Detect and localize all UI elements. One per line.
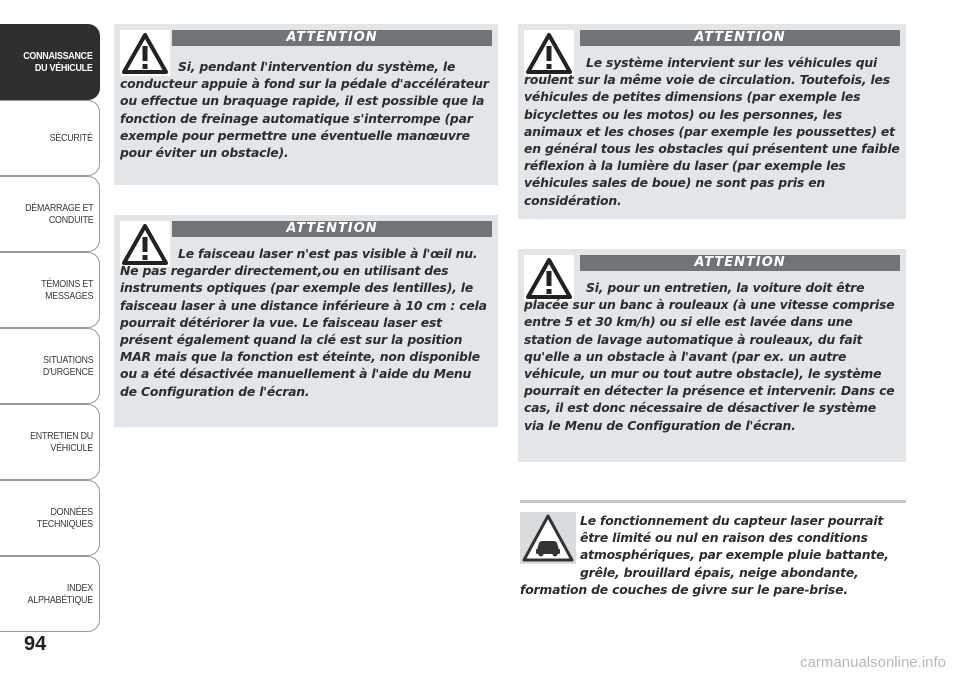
note-divider xyxy=(520,500,906,503)
tab-connaissance-du-vehicule[interactable]: CONNAISSANCE DU VÉHICULE xyxy=(0,24,100,100)
warning-box-1 xyxy=(114,24,498,185)
warning-text: Le faisceau laser n'est pas visible à l'œil nu. Ne pas regarder directement,ou en utilisant des instruments optiques (par exemple des lentilles), le faisceau laser à une distance inférieure à 10 cm : cela pourrait détériorer la vue. Le faisceau laser est présent également quand la clé est sur la position MAR mais que la fonction est éteinte, non disponible ou a été désactivée manuellement à l'aide du Menu de Configuration de l'écran. xyxy=(120,246,487,399)
warning-box-4 xyxy=(518,249,906,462)
warning-title: ATTENTION xyxy=(580,255,900,271)
warning-text: Si, pendant l'intervention du système, le conducteur appuie à fond sur la pédale d'accélérateur ou effectue un braquage rapide, il est possible que la fonction de freinage automatique s'interrompe (par exemple pour permettre une éventuelle manœuvre pour éviter un obstacle). xyxy=(120,59,489,161)
tab-demarrage-et-conduite[interactable]: DÉMARRAGE ET CONDUITE xyxy=(0,176,100,252)
warning-text: Si, pour un entretien, la voiture doit être placée sur un banc à rouleaux (à une vitesse comprise entre 5 et 30 km/h) ou si elle est lavée dans une station de lavage automatique à rouleaux, du fait qu'elle a un obstacle à l'avant (par ex. un autre véhicule, un mur ou tout autre obstacle), le système pourrait en détecter la présence et intervenir. Dans ce cas, il est donc nécessaire de désactiver le système via le Menu de Configuration de l'écran. xyxy=(524,280,895,433)
page-number: 94 xyxy=(24,633,47,655)
tab-temoins-et-messages[interactable]: TÉMOINS ET MESSAGES xyxy=(0,252,100,328)
note-text: Le fonctionnement du capteur laser pourrait être limité ou nul en raison des conditions atmosphériques, par exemple pluie battante, grêle, brouillard épais, neige abondante, formation de couches de givre sur le pare-brise. xyxy=(520,513,889,597)
tab-securite[interactable]: SÉCURITÉ xyxy=(0,100,100,176)
warning-title: ATTENTION xyxy=(172,221,492,237)
warning-title: ATTENTION xyxy=(172,30,492,46)
caution-note xyxy=(520,512,906,598)
tab-entretien-du-vehicule[interactable]: ENTRETIEN DU VÉHICULE xyxy=(0,404,100,480)
warning-text: Le système intervient sur les véhicules qui roulent sur la même voie de circulation. Toutefois, les véhicules de petites dimensions (par exemple les bicyclettes ou les motos) ou les personnes, les animaux et les choses (par exemple les poussettes) et en général tous les obstacles qui présentent une faible réflexion à la lumière du laser (par exemple les véhicules sales de boue) ne sont pas pris en considération. xyxy=(524,55,900,208)
watermark: carmanualsonline.info xyxy=(800,654,946,671)
warning-title: ATTENTION xyxy=(580,30,900,46)
tab-donnees-techniques[interactable]: DONNÉES TECHNIQUES xyxy=(0,480,100,556)
warning-box-2 xyxy=(114,215,498,427)
tab-situations-urgence[interactable]: SITUATIONS D'URGENCE xyxy=(0,328,100,404)
car-caution-icon xyxy=(520,512,576,564)
tab-index-alphabetique[interactable]: INDEX ALPHABÉTIQUE xyxy=(0,556,100,632)
warning-box-3 xyxy=(518,24,906,219)
